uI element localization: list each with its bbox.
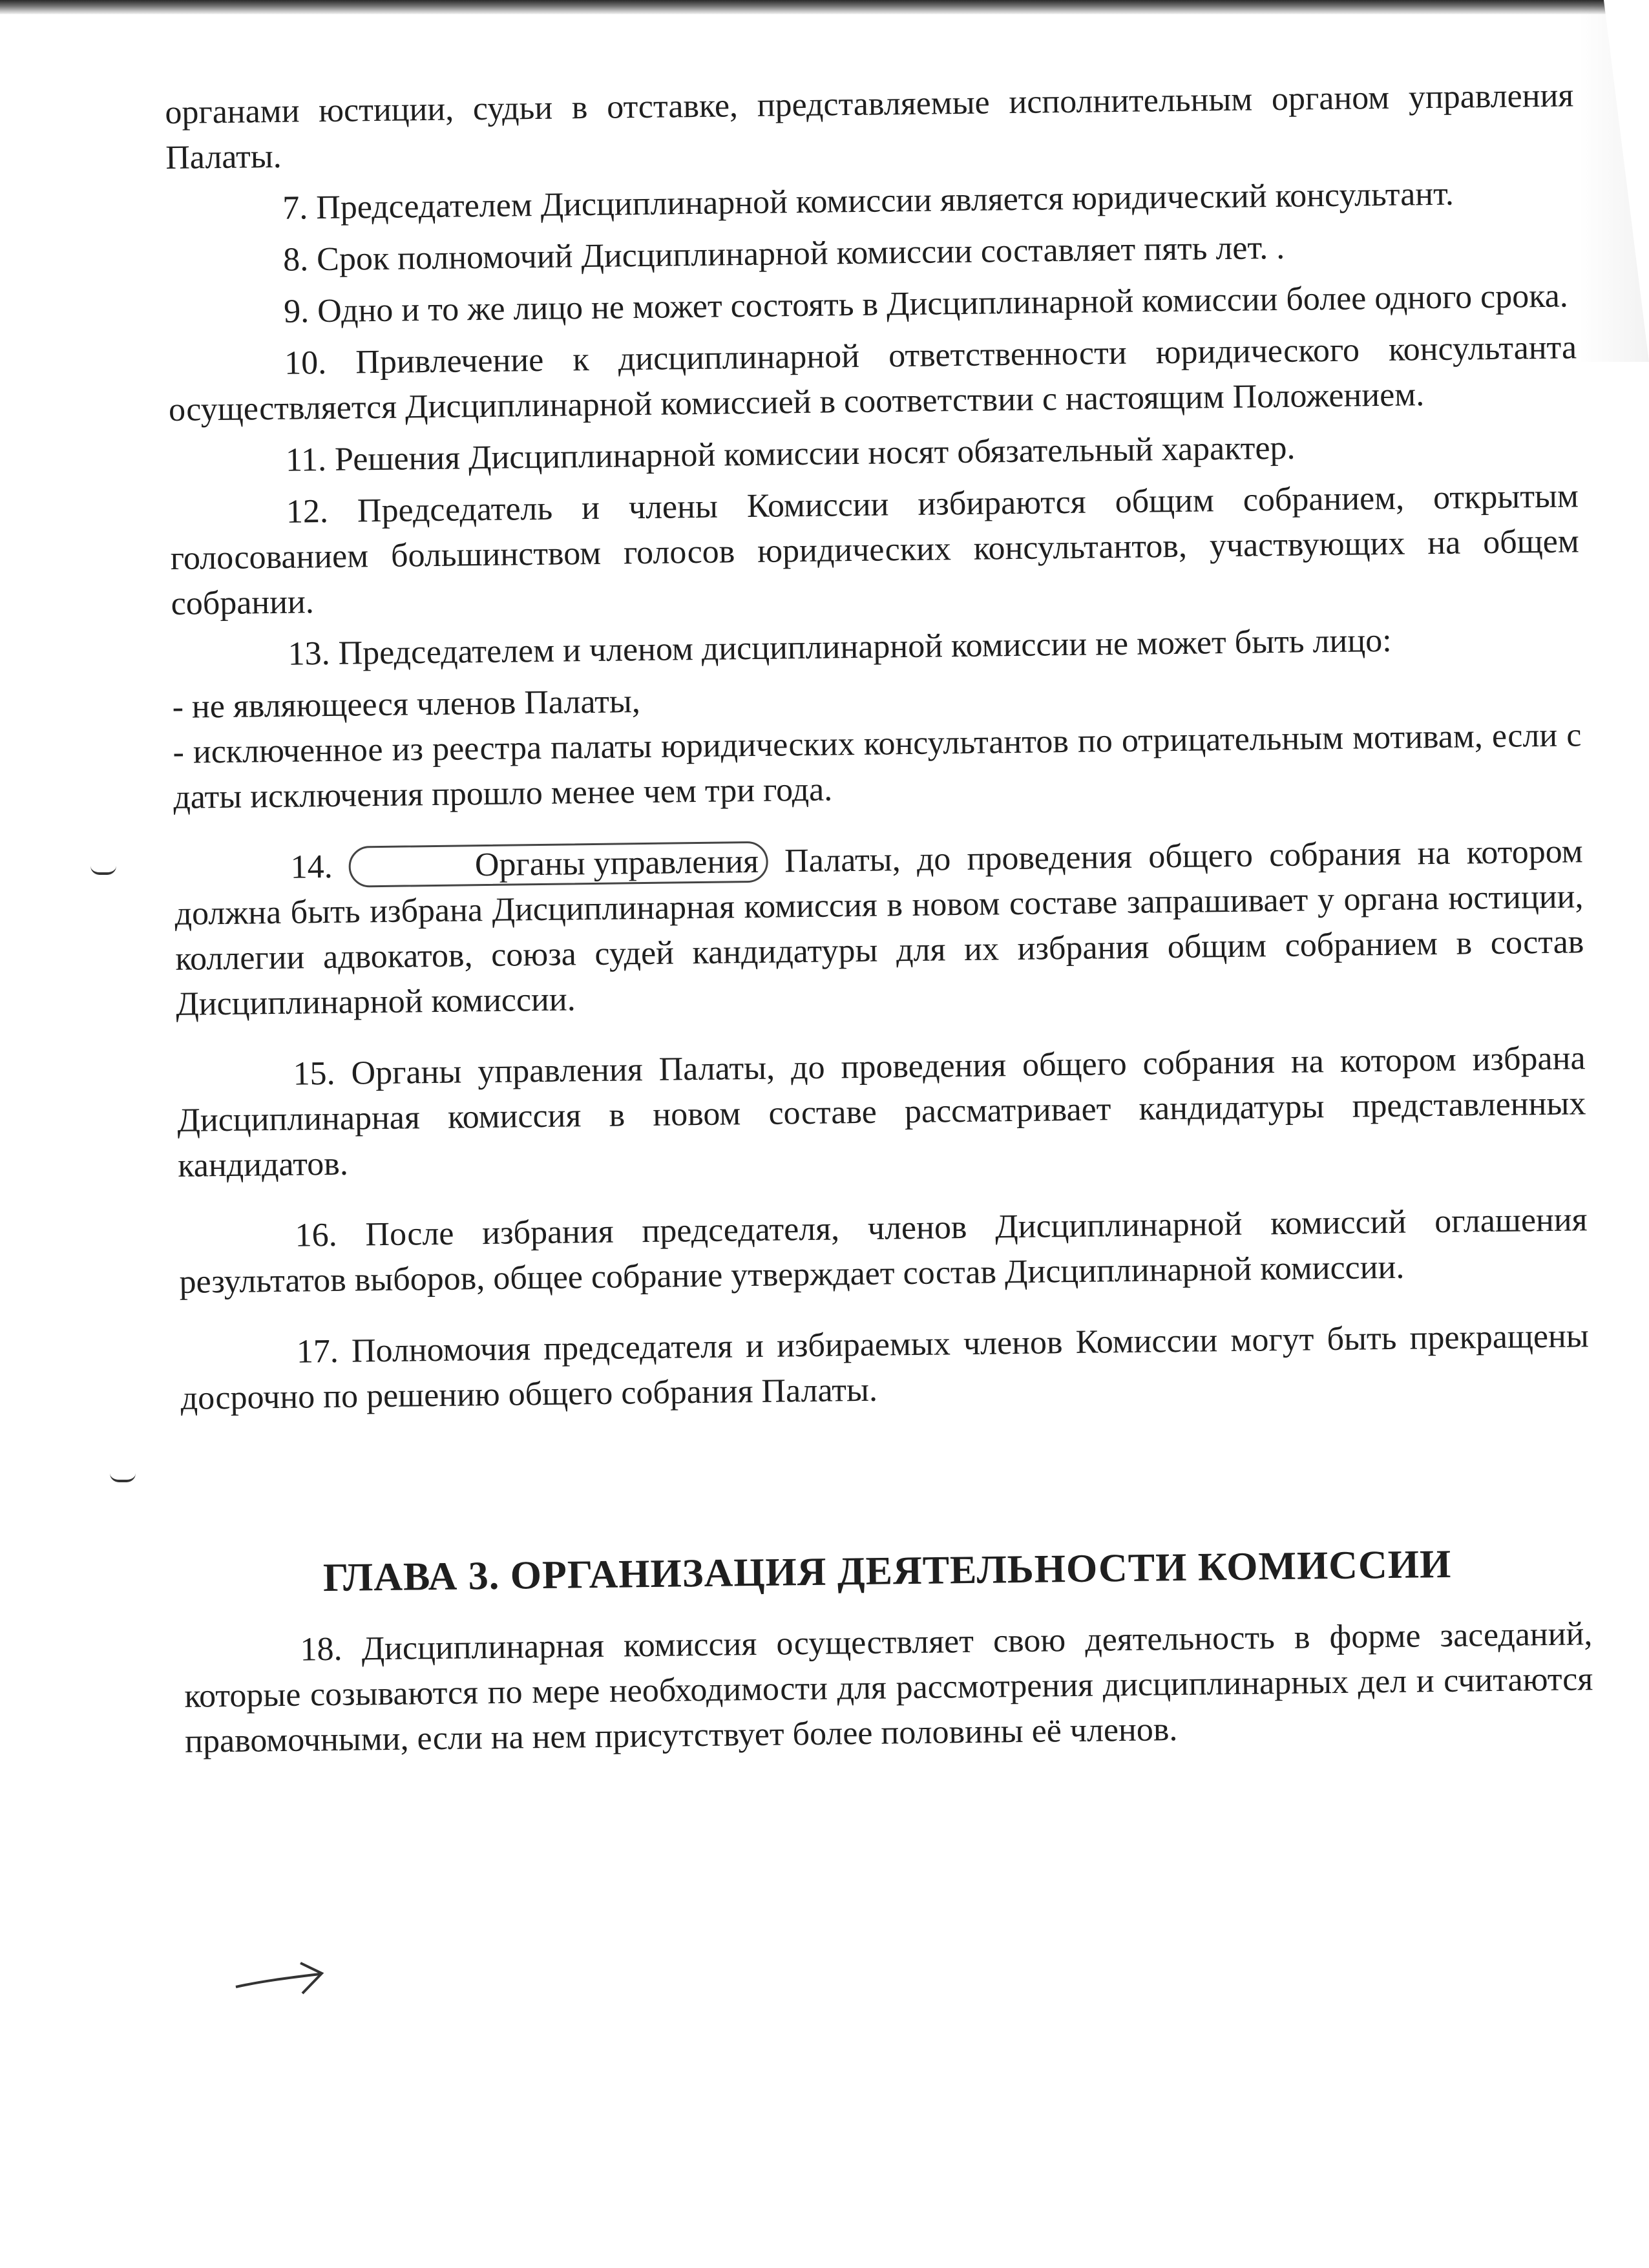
paragraph-11: 11. Решения Дисциплинарной комиссии носят обязательный характер. bbox=[285, 429, 1296, 479]
list-item-13-2: - исключенное из реестра палаты юридических консультантов по отрицательным мотивам, если с даты исключения прошло менее чем три года. bbox=[173, 717, 1582, 816]
paragraph-intro: органами юстиции, судьи в отставке, представляемые исполнительным органом управления Палаты. bbox=[165, 77, 1574, 176]
paragraph-8: 8. Срок полномочий Дисциплинарной комиссии составляет пять лет. . bbox=[282, 229, 1285, 278]
paragraph-16: 16. После избрания председателя, членов Дисциплинарной комиссий оглашения результатов выборов, общее собрание утверждает состав Дисциплинарной комиссии. bbox=[179, 1201, 1588, 1301]
document-page bbox=[165, 73, 1594, 1770]
circled-annotation: Органы управления bbox=[349, 841, 769, 888]
paragraph-9: 9. Одно и то же лицо не может состоять в Дисциплинарной комиссии более одного срока. bbox=[283, 277, 1569, 330]
paragraph-12: 12. Председатель и члены Комиссии избираются общим собранием, открытым голосованием большинством голосов юридических консультантов, участвующих на общем собрании. bbox=[170, 478, 1580, 622]
paragraph-14-number: 14. bbox=[290, 848, 333, 886]
binder-hole-mark bbox=[90, 866, 116, 875]
scan-top-edge bbox=[0, 0, 1649, 14]
paragraph-14 bbox=[174, 829, 1584, 1027]
folded-corner bbox=[1604, 0, 1649, 362]
paragraph-15: 15. Органы управления Палаты, до проведения общего собрания на котором избрана Дисциплинарная комиссия в новом составе рассматривает кандидатуры представленных кандидатов. bbox=[177, 1040, 1586, 1184]
paragraph-14-text: Палаты, до проведения общего собрания на котором должна быть избрана Дисциплинарная комиссия в новом составе запрашивает у органа юстиции, коллегии адвокатов, союза судей кандидатуры для их избрания общим собранием в состав Дисциплинарной комиссии. bbox=[174, 833, 1584, 1023]
binder-hole-mark bbox=[110, 1473, 136, 1482]
paragraph-7: 7. Председателем Дисциплинарной комиссии является юридический консультант. bbox=[282, 175, 1455, 227]
chapter-heading: ГЛАВА 3. ОРГАНИЗАЦИЯ ДЕЯТЕЛЬНОСТИ КОМИССИИ bbox=[322, 1542, 1452, 1601]
paragraph-17: 17. Полномочия председателя и избираемых членов Комиссии могут быть прекращены досрочно по решению общего собрания Палаты. bbox=[180, 1318, 1590, 1417]
list-item-13-1: - не являющееся членов Палаты, bbox=[172, 683, 641, 726]
handwritten-arrow-icon bbox=[233, 1958, 330, 2003]
paragraph-10: 10. Привлечение к дисциплинарной ответственности юридического консультанта осуществляется Дисциплинарной комиссией в соответствии с настоящим Положением. bbox=[168, 329, 1577, 428]
paragraph-13: 13. Председателем и членом дисциплинарной комиссии не может быть лицо: bbox=[288, 622, 1392, 673]
paragraph-18: 18. Дисциплинарная комиссия осуществляет свою деятельность в форме заседаний, которые созываются по мере необходимости для рассмотрения дисциплинарных дел и считаются правомочными, если на нем присутствует более половины её членов. bbox=[184, 1615, 1593, 1760]
